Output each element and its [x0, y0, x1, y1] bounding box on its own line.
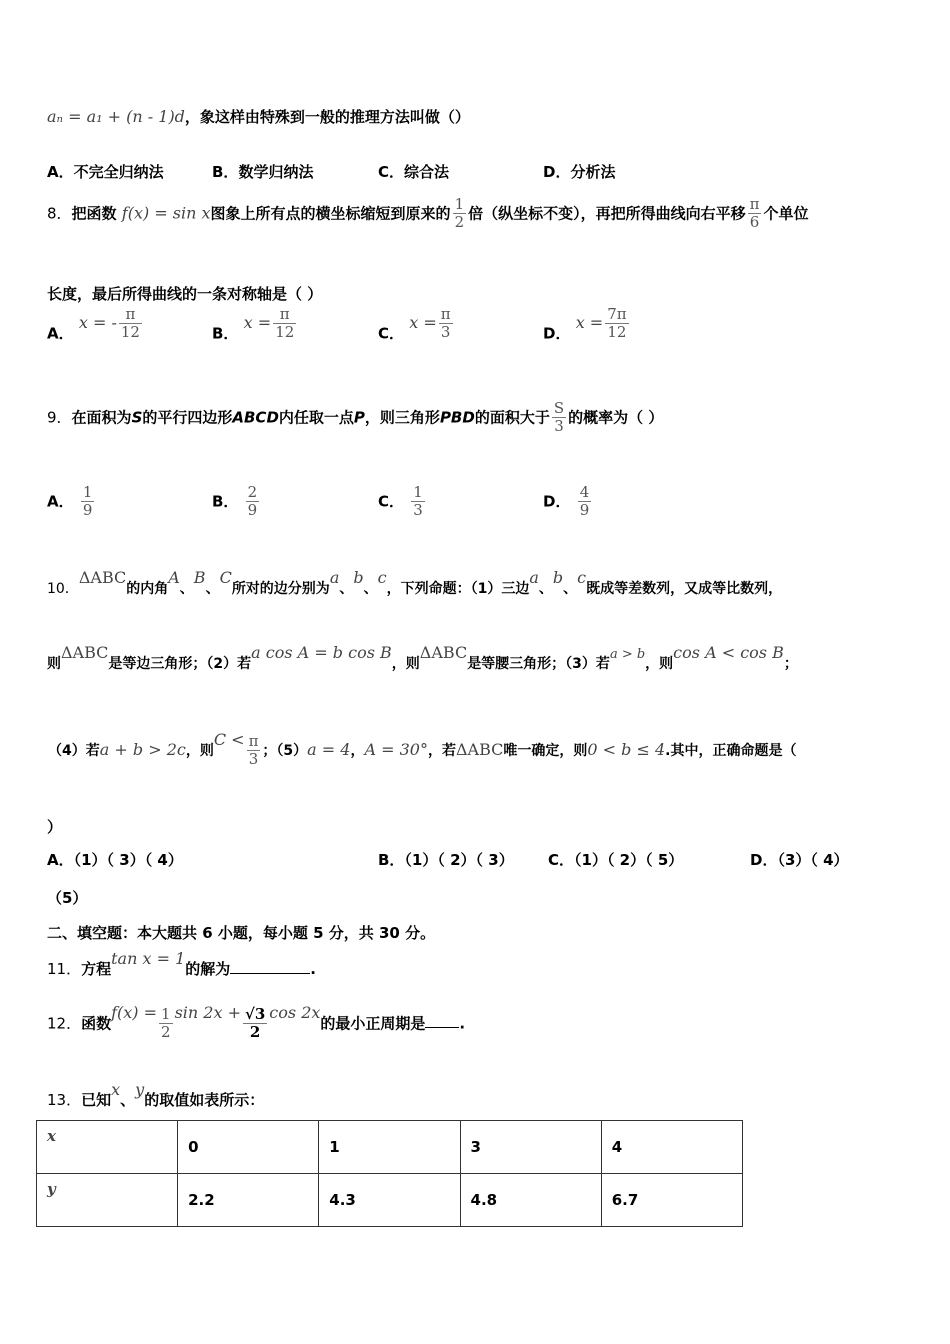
- q8-option-b: B． x = $\frac{\pi}{12}$: [212, 305, 295, 343]
- table-cell: 0: [178, 1121, 319, 1174]
- table-cell: 4.8: [460, 1174, 601, 1227]
- q10-option-d: D．（3）（ 4）: [750, 851, 849, 869]
- q10-stem-line1: 10．ΔABC的内角A、B、C所对的边分别为a、b、c，下列命题：（1）三边a、b、c既成等差数列，又成等比数列，: [47, 568, 783, 597]
- q10-stem-line3: （4）若a + b > 2c，则C < $\frac{\pi}{3}$ ；（5）a = 4，A = 30°，若ΔABC唯一确定，则0 < b ≤ 4.其中，正确命题是（: [48, 729, 797, 769]
- table-cell: 6.7: [601, 1174, 742, 1227]
- q8-function: f(x) = sin x: [121, 203, 211, 223]
- q9-stem-line: 9．在面积为S的平行四边形ABCD内任取一点P，则三角形PBD的面积大于 $\frac{S}{3}$ 的概率为（ ）: [47, 399, 664, 436]
- table-cell: 1: [319, 1121, 460, 1174]
- q8-option-d: D． x = $\frac{7\pi}{12}$: [543, 305, 627, 343]
- q13-data-table: [36, 1120, 743, 1227]
- q11-equation: tan x = 1: [111, 949, 186, 968]
- table-row-label: y: [37, 1174, 178, 1227]
- q7-option-d: D．分析法: [543, 163, 616, 181]
- q12-line: 12．函数f(x) = $\frac{1}{2}$ sin 2x + $\frac{√3}{2}$ cos 2x的最小正周期是 .: [47, 1003, 466, 1042]
- q9-option-a: A． $\frac{1}{9}$: [47, 483, 93, 520]
- q11-answer-blank[interactable]: [230, 973, 310, 974]
- q8-number: 8．: [47, 204, 72, 223]
- table-cell: 4.3: [319, 1174, 460, 1227]
- section-title: 二、填空题：本大题共 6 小题，每小题 5 分，共 30 分。: [47, 924, 436, 942]
- q10-option-d-cont: （5）: [47, 889, 88, 907]
- table-cell: 2.2: [178, 1174, 319, 1227]
- q10-stem-line4: ）: [47, 818, 63, 836]
- q10-option-a: A．（1）（ 3）（ 4）: [47, 851, 183, 869]
- q8-shift-fraction: $\frac{\pi}{6}$: [749, 195, 760, 232]
- q8-option-a: A． x = - $\frac{\pi}{12}$: [47, 305, 140, 343]
- q8-stem-line1: 8．把函数 f(x) = sin x图象上所有点的横坐标缩短到原来的 $\frac{1}{2}$ 倍（纵坐标不变），再把所得曲线向右平移 $\frac{\pi}{6}$ 个单位: [47, 195, 809, 232]
- arithmetic-sequence-formula: aₙ = a₁ + (n - 1)d: [47, 107, 185, 126]
- q13-line: 13．已知x、y的取值如表所示：: [47, 1080, 265, 1109]
- q8-half-fraction: $\frac{1}{2}$: [454, 195, 465, 232]
- q7-option-c: C．综合法: [378, 163, 450, 181]
- q11-line: 11．方程tan x = 1的解为 .: [47, 949, 316, 978]
- table-row-label: x: [37, 1121, 178, 1174]
- q8-option-c: C． x = $\frac{\pi}{3}$: [378, 305, 451, 343]
- q7-stem-line: [47, 106, 920, 127]
- q8-stem-line2: 长度，最后所得曲线的一条对称轴是（ ）: [47, 285, 323, 303]
- table-cell: 3: [460, 1121, 601, 1174]
- q12-answer-blank[interactable]: [425, 1027, 459, 1028]
- q10-option-b: B．（1）（ 2）（ 3）: [378, 851, 514, 869]
- q7-stem-text: ，象这样由特殊到一般的推理方法叫做（）: [184, 108, 470, 126]
- q10-stem-line2: 则ΔABC是等边三角形；（2）若a cos A = b cos B，则ΔABC是等腰三角形；（3）若a > b，则cos A < cos B；: [47, 643, 798, 672]
- q9-option-b: B． $\frac{2}{9}$: [212, 483, 258, 520]
- q9-option-c: C． $\frac{1}{3}$: [378, 483, 423, 520]
- q9-fraction: $\frac{S}{3}$: [553, 399, 565, 436]
- q7-option-b: B．数学归纳法: [212, 163, 314, 181]
- table-row: [37, 1121, 743, 1174]
- table-cell: 4: [601, 1121, 742, 1174]
- table-row: [37, 1174, 743, 1227]
- q7-option-a: A．不完全归纳法: [47, 163, 164, 181]
- q10-option-c: C．（1）（ 2）（ 5）: [548, 851, 684, 869]
- q9-option-d: D． $\frac{4}{9}$: [543, 483, 590, 520]
